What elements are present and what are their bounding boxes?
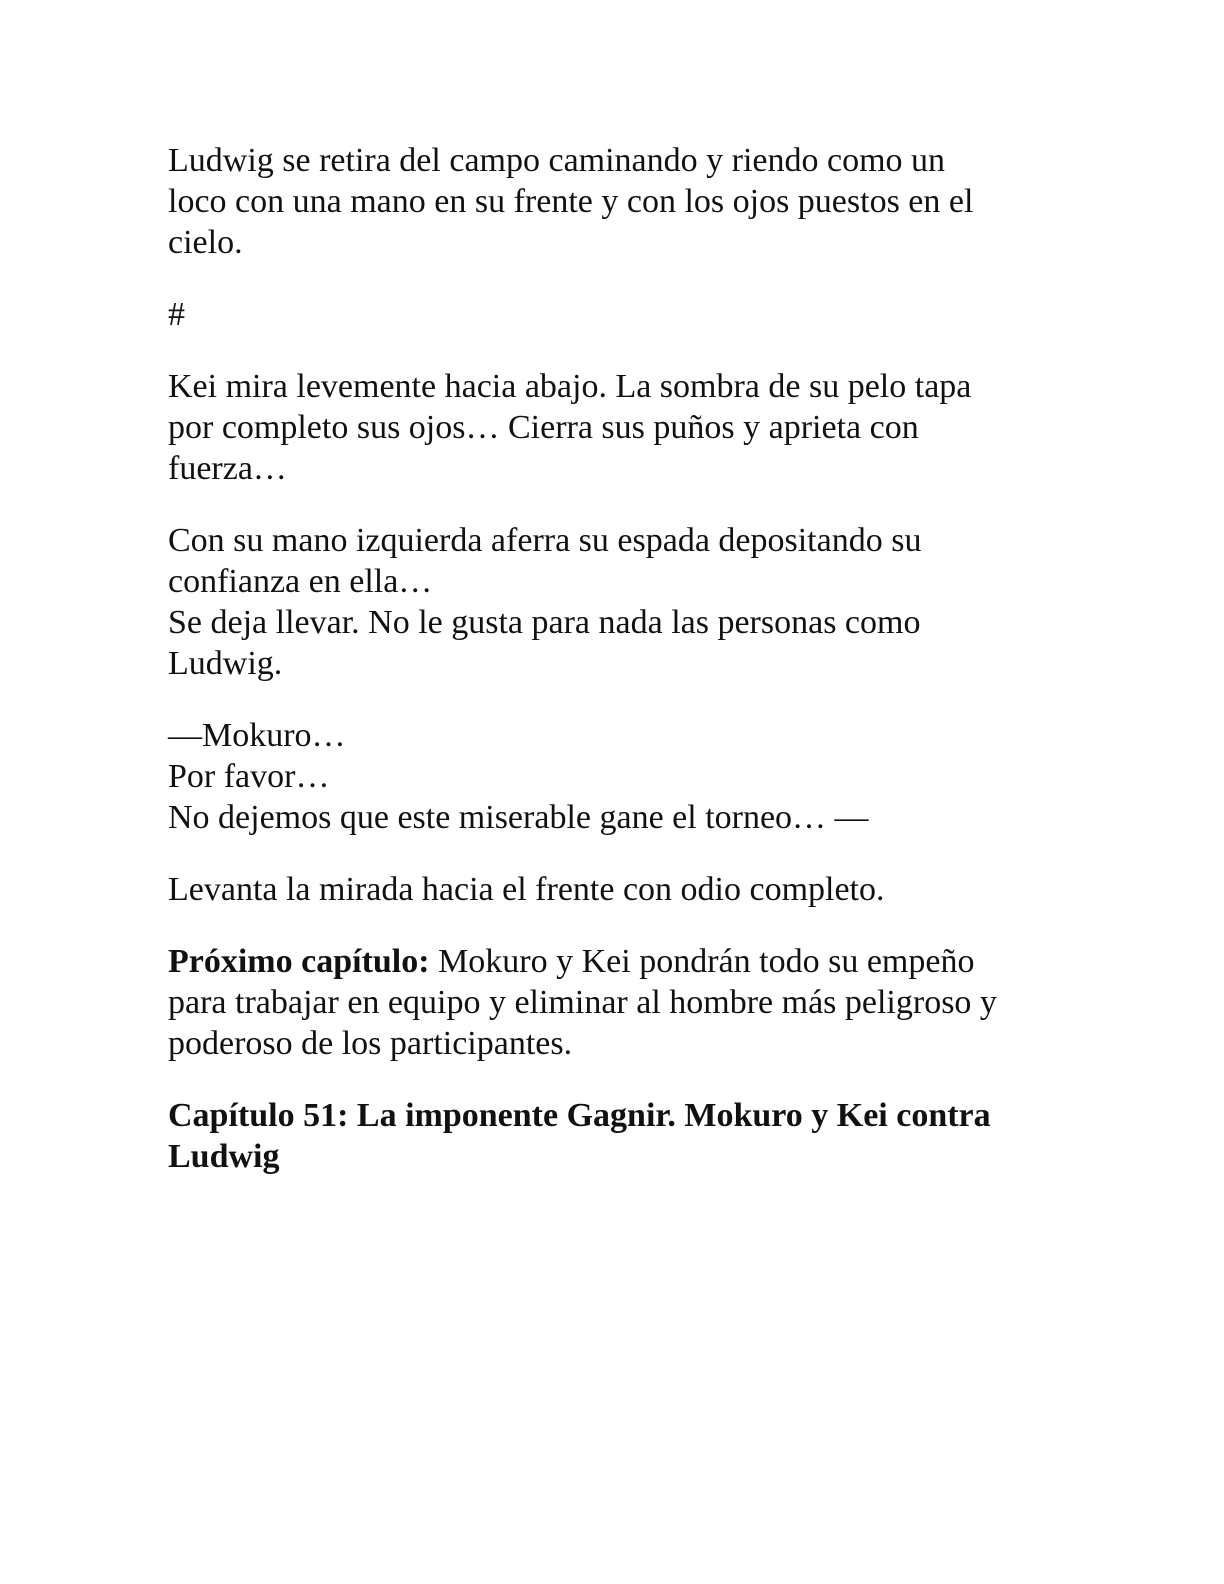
dialogue-line: No dejemos que este miserable gane el torneo… —	[168, 799, 869, 836]
text-line: cielo.	[168, 224, 243, 261]
dialogue-line: —Mokuro…	[168, 717, 346, 754]
text-line: fuerza…	[168, 450, 287, 487]
text-line: loco con una mano en su frente y con los ojos puestos en el	[168, 183, 974, 220]
text-line: por completo sus ojos… Cierra sus puños y aprieta con	[168, 409, 919, 446]
text-line: Con su mano izquierda aferra su espada depositando su	[168, 522, 922, 559]
text-line: confianza en ella…	[168, 563, 433, 600]
dialogue-kei	[168, 715, 1048, 838]
text-line: Ludwig se retira del campo caminando y riendo como un	[168, 142, 946, 179]
paragraph-kei-looks-down	[168, 366, 1048, 489]
chapter-title-line: Capítulo 51: La imponente Gagnir. Mokuro y Kei contra	[168, 1097, 991, 1134]
chapter-title	[168, 1095, 1048, 1177]
text-line: Ludwig.	[168, 645, 283, 682]
paragraph-raises-gaze	[168, 869, 1048, 910]
chapter-title-line: Ludwig	[168, 1138, 280, 1175]
text-line: Levanta la mirada hacia el frente con odio completo.	[168, 871, 885, 908]
paragraph-kei-sword	[168, 520, 1048, 684]
text-line: Kei mira levemente hacia abajo. La sombra de su pelo tapa	[168, 368, 972, 405]
paragraph-ludwig-leaves	[168, 140, 1048, 263]
next-chapter-label: Próximo capítulo:	[168, 943, 430, 980]
text-line: Se deja llevar. No le gusta para nada las personas como	[168, 604, 921, 641]
text-line	[168, 941, 1048, 982]
text-line: poderoso de los participantes.	[168, 1025, 573, 1062]
next-chapter-text: Mokuro y Kei pondrán todo su empeño	[429, 943, 975, 980]
text-line: para trabajar en equipo y eliminar al hombre más peligroso y	[168, 984, 997, 1021]
next-chapter-preview	[168, 941, 1048, 1064]
dialogue-line: Por favor…	[168, 758, 330, 795]
document-page	[168, 140, 1048, 1177]
scene-separator: #	[168, 296, 185, 333]
